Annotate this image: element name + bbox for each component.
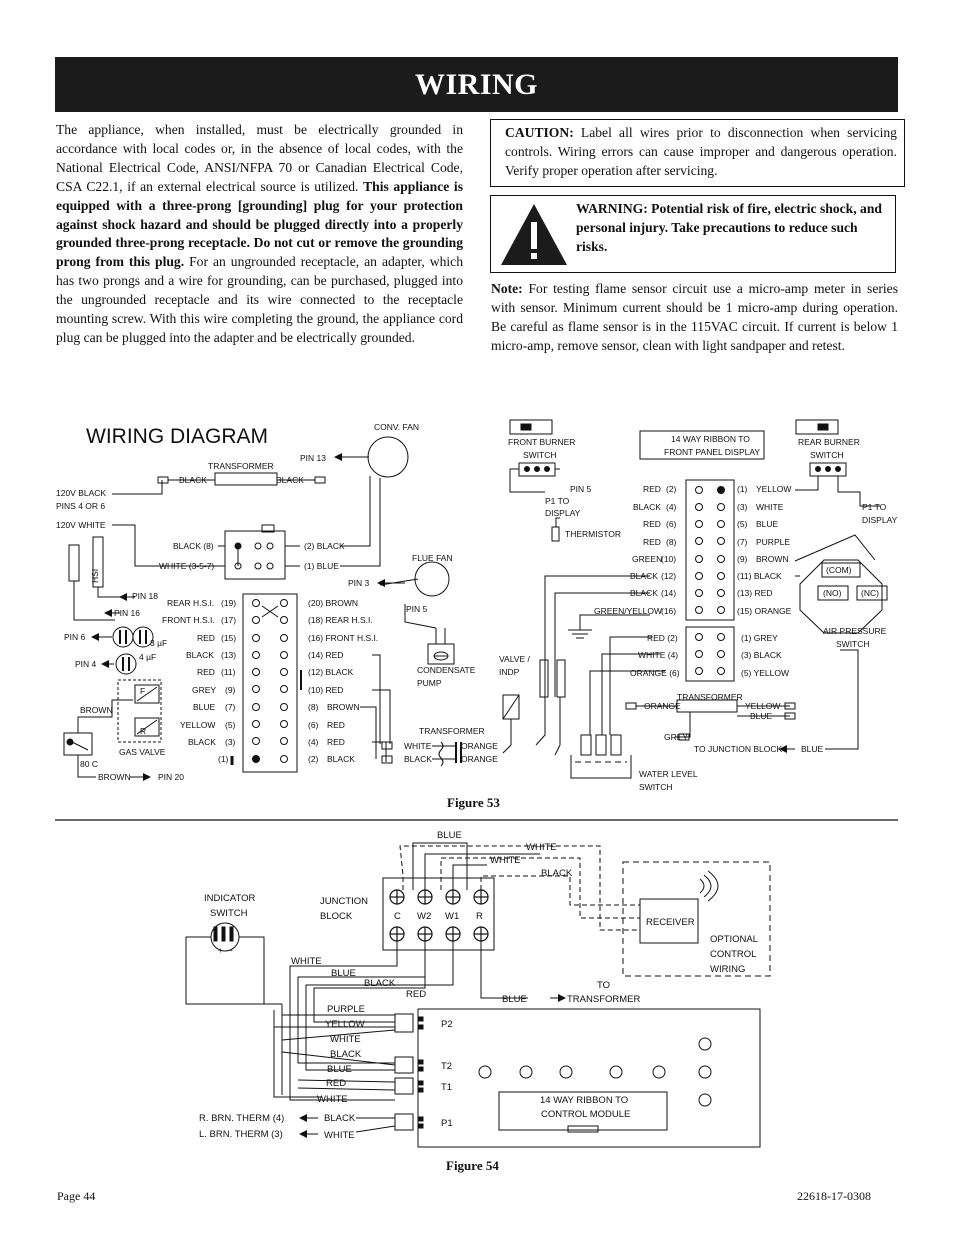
- label-blue: BLUE: [331, 968, 356, 979]
- label-t1: T1: [441, 1082, 453, 1093]
- label-brown: BROWN: [327, 702, 360, 712]
- label-black: BLACK: [633, 502, 661, 512]
- figure-53-caption: Figure 53: [447, 795, 500, 810]
- label-air-pressure: AIR PRESSURE: [823, 626, 887, 636]
- label-6: (6): [666, 519, 677, 529]
- page-title: WIRING: [414, 67, 538, 101]
- label-1-grey: (1) GREY: [741, 633, 778, 643]
- label-white: WHITE: [291, 956, 322, 967]
- label-yellow: YELLOW: [756, 484, 792, 494]
- label-com: (COM): [826, 565, 852, 575]
- label-white: WHITE: [317, 1094, 348, 1105]
- label-pin16: PIN 16: [114, 608, 140, 618]
- label-switch: SWITCH: [810, 450, 844, 460]
- figure-54-caption: Figure 54: [446, 1158, 499, 1173]
- label-condensate: CONDENSATE: [417, 665, 476, 675]
- grounding-text-1: The appliance, when installed, must be electrically grounded in accordance with local codes or, in the absence of local codes, with the National Electrical Code, ANSI/NFPA 70 or Canadian Electrical Code, CSA C22.1, if an external electrical source is utilized.: [56, 122, 463, 194]
- label-rear-hsi: REAR H.S.I.: [167, 598, 215, 608]
- figure-53-left-text: [56, 422, 498, 782]
- label-12-black: (12) BLACK: [308, 667, 354, 677]
- label-1: (1): [737, 484, 748, 494]
- label-blue: BLUE: [193, 702, 216, 712]
- label-switch: SWITCH: [836, 639, 870, 649]
- label-hsi: HSI: [90, 568, 100, 583]
- label-80c: 80 C: [80, 759, 98, 769]
- grounding-text-bold: This appliance is equipped with a three-prong [grounding] plug for your protection against shock hazard and should be plugged directly into a properly grounded three-prong receptacle. Do not cut or remove the grounding prong from this plug.: [56, 178, 463, 270]
- label-junction: JUNCTION: [320, 896, 369, 907]
- label-13-red: (13) RED: [737, 588, 773, 598]
- label-19: (19): [221, 598, 237, 608]
- label-3uf: 3 µF: [150, 638, 168, 648]
- label-no: (NO): [823, 588, 842, 598]
- label-optional: OPTIONAL: [710, 934, 759, 945]
- flue-fan-symbol: [415, 562, 449, 596]
- transformer-symbol: [215, 473, 277, 485]
- label-black: BLACK: [404, 754, 432, 764]
- label-switch: SWITCH: [639, 782, 673, 792]
- label-red: RED: [327, 720, 345, 730]
- label-15: (15): [221, 633, 237, 643]
- label-blue: BLUE: [801, 744, 824, 754]
- label-blue: BLUE: [437, 830, 462, 841]
- label-7: (7): [737, 537, 748, 547]
- label-8: (8): [308, 702, 319, 712]
- label-white: WHITE: [490, 855, 521, 866]
- label-purple: PURPLE: [327, 1004, 366, 1015]
- label-t2: T2: [441, 1061, 453, 1072]
- label-14: (14): [661, 588, 677, 598]
- label-12: (12): [661, 571, 677, 581]
- label-120v-black: 120V BLACK: [56, 488, 107, 498]
- label-r: R: [140, 726, 147, 736]
- label-black: BLACK: [186, 650, 214, 660]
- label-block: BLOCK: [320, 911, 353, 922]
- label-9: (9): [737, 554, 748, 564]
- label-orange: ORANGE: [644, 701, 681, 711]
- label-pump: PUMP: [417, 678, 442, 688]
- label-black: BLACK: [179, 475, 207, 485]
- label-6: (6): [308, 720, 319, 730]
- label-orange: ORANGE: [461, 741, 498, 751]
- label-orange: ORANGE: [461, 754, 498, 764]
- label-9: (9): [225, 685, 236, 695]
- label-white-357: WHITE (3-5-7): [159, 561, 215, 571]
- label-yellow: YELLOW: [180, 720, 216, 730]
- label-r-brn-therm: R. BRN. THERM (4): [199, 1113, 285, 1124]
- label-white: WHITE: [526, 842, 557, 853]
- label-control: CONTROL: [710, 949, 757, 960]
- label-10: (10): [661, 554, 677, 564]
- label-r: R: [476, 911, 483, 922]
- label-4: (4): [308, 737, 319, 747]
- label-17: (17): [221, 615, 237, 625]
- power-terminal-block: [225, 531, 285, 579]
- label-blue: BLUE: [756, 519, 779, 529]
- label-3: (3): [225, 737, 236, 747]
- label-blue: BLUE: [327, 1064, 352, 1075]
- label-red: RED: [327, 737, 345, 747]
- label-2-black: (2) BLACK: [304, 541, 345, 551]
- label-black: BLACK: [364, 978, 396, 989]
- label-front-hsi: FRONT H.S.I.: [162, 615, 215, 625]
- label-p2: P2: [441, 1019, 453, 1030]
- label-2: (2): [308, 754, 319, 764]
- label-red: RED: [643, 484, 661, 494]
- label-3: (3): [737, 502, 748, 512]
- label-p1-to: P1 TO: [545, 496, 570, 506]
- label-transformer: TRANSFORMER: [208, 461, 274, 471]
- label-black: BLACK: [630, 571, 658, 581]
- label-orange-6: ORANGE (6): [630, 668, 680, 678]
- grounding-text-2: For an ungrounded receptacle, an adapter, which has two prongs and a wire for grounding, can be purchased, plugged into the ungrounded receptacle and its wire connected to the receptacle mounting screw. With this wire completing the ground, the appliance cord plug can be plugged into the adapter and be electrically grounded.: [56, 254, 463, 345]
- label-plus: +: [218, 946, 223, 955]
- label-5: (5): [737, 519, 748, 529]
- label-w2: W2: [417, 911, 432, 922]
- label-black: BLACK: [541, 868, 573, 879]
- label-red: RED: [643, 519, 661, 529]
- label-w1: W1: [445, 911, 460, 922]
- label-10-red: (10) RED: [308, 685, 344, 695]
- label-purple: PURPLE: [756, 537, 791, 547]
- label-3-black: (3) BLACK: [741, 650, 782, 660]
- label-brown: BROWN: [80, 705, 113, 715]
- label-black-8: BLACK (8): [173, 541, 214, 551]
- label-1-blue: (1) BLUE: [304, 561, 339, 571]
- label-blue: BLUE: [750, 711, 773, 721]
- label-120v-white: 120V WHITE: [56, 520, 106, 530]
- label-4uf: 4 µF: [139, 652, 157, 662]
- label-16-front-hsi: (16) FRONT H.S.I.: [308, 633, 379, 643]
- label-conv-fan: CONV. FAN: [374, 422, 420, 432]
- label-pin20: PIN 20: [158, 772, 184, 782]
- label-brown: BROWN: [756, 554, 789, 564]
- label-indp: INDP: [499, 667, 520, 677]
- label-p1-to: P1 TO: [862, 502, 887, 512]
- rear-burner-switch: [796, 420, 838, 434]
- label-green-yellow: GREEN/YELLOW: [594, 606, 663, 616]
- label-2: (2): [666, 484, 677, 494]
- label-15-orange: (15) ORANGE: [737, 606, 792, 616]
- label-pin18: PIN 18: [132, 591, 158, 601]
- label-5-yellow: (5) YELLOW: [741, 668, 790, 678]
- label-20-brown: (20) BROWN: [308, 598, 359, 608]
- label-switch: SWITCH: [210, 908, 248, 919]
- label-black: BLACK: [188, 737, 216, 747]
- label-flue-fan: FLUE FAN: [412, 553, 453, 563]
- label-front-burner: FRONT BURNER: [508, 437, 576, 447]
- figure-53-left: [64, 437, 461, 777]
- label-front-panel-display: FRONT PANEL DISPLAY: [664, 447, 761, 457]
- label-display: DISPLAY: [545, 508, 581, 518]
- label-water-level: WATER LEVEL: [639, 769, 698, 779]
- label-to-junction-block: TO JUNCTION BLOCK: [694, 744, 783, 754]
- label-brown: BROWN: [98, 772, 131, 782]
- control-connector-6pin: [686, 627, 734, 681]
- label-1: (1): [218, 754, 229, 764]
- label-valve: VALVE /: [499, 654, 530, 664]
- label-receiver: RECEIVER: [646, 917, 695, 928]
- page-number: Page 44: [57, 1189, 96, 1203]
- label-red: RED: [197, 667, 215, 677]
- label-5: (5): [225, 720, 236, 730]
- figure-54-text: [199, 830, 758, 1141]
- label-black: BLACK: [330, 1049, 362, 1060]
- label-thermistor: THERMISTOR: [565, 529, 622, 539]
- label-transformer: TRANSFORMER: [677, 692, 743, 702]
- label-18-rear-hsi: (18) REAR H.S.I.: [308, 615, 373, 625]
- document-number: 22618-17-0308: [797, 1189, 871, 1203]
- label-nc: (NC): [861, 588, 879, 598]
- label-14-way-ribbon: 14 WAY RIBBON TO: [540, 1095, 629, 1106]
- label-8: (8): [666, 537, 677, 547]
- label-transformer: TRANSFORMER: [419, 726, 485, 736]
- caution-label: CAUTION:: [505, 125, 574, 140]
- label-red: RED: [406, 989, 427, 1000]
- wiring-diagram-heading: WIRING DIAGRAM: [86, 425, 268, 448]
- caution-text: Label all wires prior to disconnection when servicing controls. Wiring errors can cause improper and dangerous operation. Verify proper operation after servicing.: [505, 125, 897, 178]
- label-green: GREEN: [632, 554, 663, 564]
- label-11-black: (11) BLACK: [737, 571, 782, 581]
- figure-53-right: [503, 420, 887, 778]
- label-white: WHITE: [324, 1130, 355, 1141]
- label-4: (4): [666, 502, 677, 512]
- label-control-module: CONTROL MODULE: [541, 1109, 631, 1120]
- label-black: BLACK: [276, 475, 304, 485]
- label-black: BLACK: [327, 754, 355, 764]
- warning-text: WARNING: Potential risk of fire, electric shock, and personal injury. Take precautions to reduce such risks.: [576, 201, 882, 254]
- label-yellow: YELLOW: [745, 701, 781, 711]
- label-pin6: PIN 6: [64, 632, 86, 642]
- note-label: Note:: [491, 281, 523, 296]
- wireless-signal-icon: [700, 871, 718, 901]
- label-red: RED: [643, 537, 661, 547]
- conv-fan-symbol: [368, 437, 408, 477]
- label-wiring: WIRING: [710, 964, 746, 975]
- label-14-red: (14) RED: [308, 650, 344, 660]
- label-yellow: YELLOW: [325, 1019, 365, 1030]
- condensate-pump-symbol: [428, 644, 454, 664]
- label-grey: GREY: [192, 685, 217, 695]
- main-terminal-block: [243, 594, 297, 772]
- label-blue: BLUE: [502, 994, 527, 1005]
- label-rear-burner: REAR BURNER: [798, 437, 860, 447]
- control-connector-16pin: [686, 480, 734, 620]
- label-11: (11): [221, 667, 236, 677]
- label-p1: P1: [441, 1118, 453, 1129]
- label-white: WHITE: [330, 1034, 361, 1045]
- label-white-4: WHITE (4): [638, 650, 679, 660]
- label-13: (13): [221, 650, 237, 660]
- label-grey: GREY: [664, 732, 689, 742]
- label-to-transformer: TRANSFORMER: [567, 994, 641, 1005]
- label-indicator: INDICATOR: [204, 893, 256, 904]
- label-red: RED: [326, 1078, 347, 1089]
- label-red: RED: [197, 633, 215, 643]
- label-black: BLACK: [324, 1113, 356, 1124]
- note-text: For testing flame sensor circuit use a micro-amp meter in series with sensor. Minimum current should be 1 micro-amp during operation. Be careful as flame sensor is in the 115VAC circuit. If current is below 1 micro-amp, remove sensor, clean with light sandpaper and retest.: [491, 281, 898, 353]
- label-black: BLACK: [630, 588, 658, 598]
- label-l-brn-therm: L. BRN. THERM (3): [199, 1129, 283, 1140]
- label-pins-4-6: PINS 4 OR 6: [56, 501, 106, 511]
- label-f: F: [140, 686, 146, 696]
- label-gas-valve: GAS VALVE: [119, 747, 166, 757]
- label-c: C: [394, 911, 401, 922]
- label-pin13: PIN 13: [300, 453, 326, 463]
- label-minus: -: [230, 946, 233, 955]
- label-pin4: PIN 4: [75, 659, 97, 669]
- label-7: (7): [225, 702, 236, 712]
- figure-54: [186, 843, 770, 1147]
- label-white: WHITE: [404, 741, 432, 751]
- label-red-2: RED (2): [647, 633, 678, 643]
- label-white: WHITE: [756, 502, 784, 512]
- label-pin3: PIN 3: [348, 578, 370, 588]
- label-display: DISPLAY: [862, 515, 898, 525]
- label-16: (16): [661, 606, 677, 616]
- label-pin5: PIN 5: [570, 484, 592, 494]
- label-ribbon-14way: 14 WAY RIBBON TO: [671, 434, 750, 444]
- label-switch: SWITCH: [523, 450, 557, 460]
- label-to: TO: [597, 980, 611, 991]
- label-pin5: PIN 5: [406, 604, 428, 614]
